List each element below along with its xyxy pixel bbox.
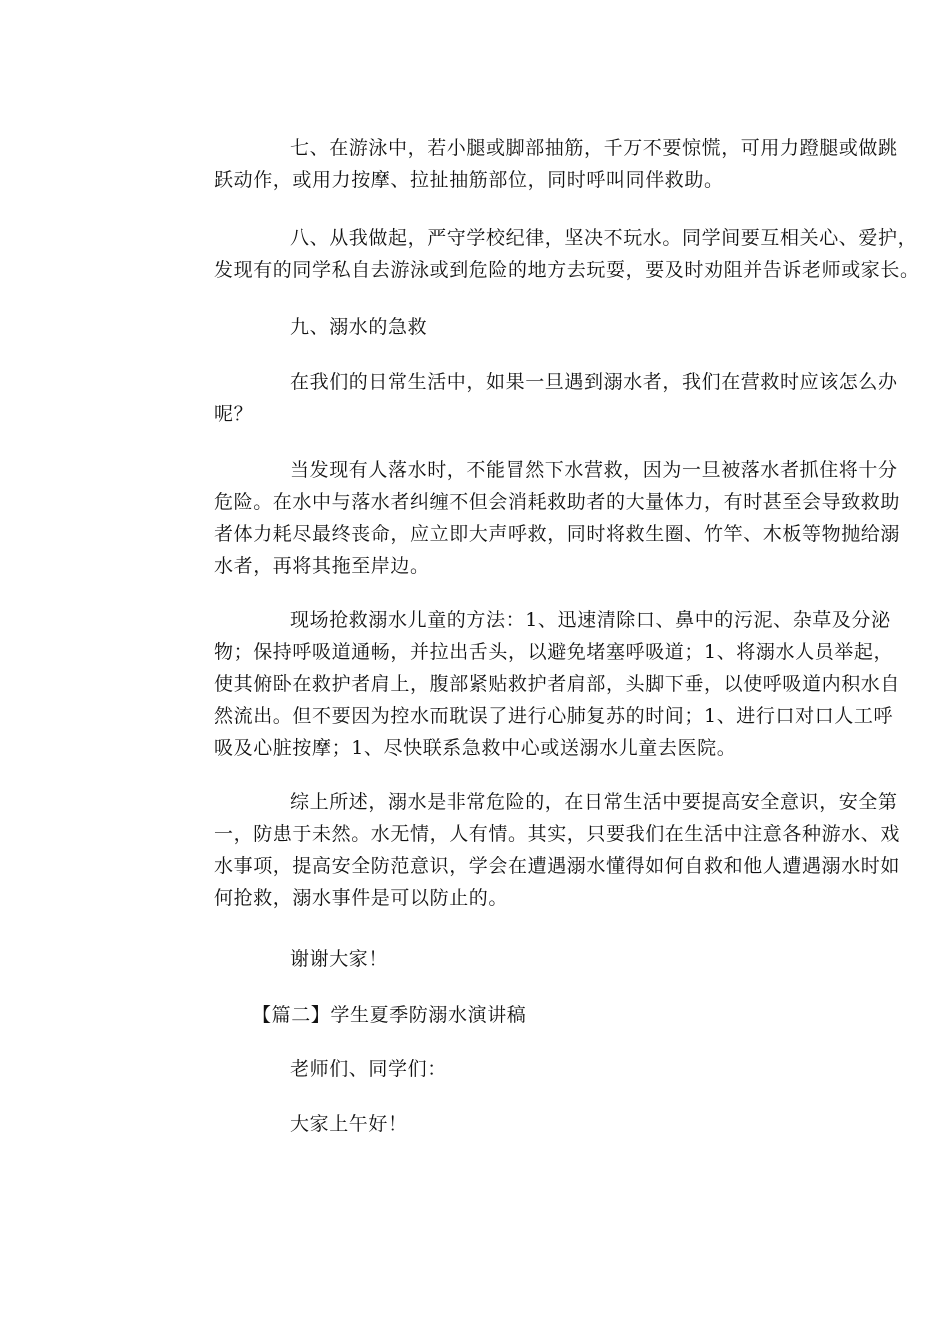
paragraph-thanks bbox=[138, 943, 828, 975]
text-line: 者体力耗尽最终丧命，应立即大声呼救，同时将救生圈、竹竿、木板等物抛给溺 bbox=[214, 523, 901, 545]
text-line: 大家上午好！ bbox=[290, 1113, 408, 1135]
paragraph-greeting bbox=[138, 1108, 828, 1140]
text-line: 谢谢大家！ bbox=[290, 948, 389, 970]
text-line: 何抢救，溺水事件是可以防止的。 bbox=[214, 887, 509, 909]
text-line: 呢？ bbox=[214, 403, 254, 425]
text-line: 然流出。但不要因为控水而耽误了进行心肺复苏的时间；1、进行口对口人工呼 bbox=[214, 705, 894, 727]
text-line: 八、从我做起，严守学校纪律，坚决不玩水。同学间要互相关心、爱护， bbox=[290, 227, 918, 249]
text-line: 危险。在水中与落水者纠缠不但会消耗救助者的大量体力，有时甚至会导致救助 bbox=[214, 491, 901, 513]
text-line: 在我们的日常生活中，如果一旦遇到溺水者，我们在营救时应该怎么办 bbox=[290, 371, 898, 393]
text-line: 九、溺水的急救 bbox=[290, 316, 428, 338]
paragraph-question bbox=[138, 366, 898, 430]
text-line: 七、在游泳中，若小腿或脚部抽筋，千万不要惊慌，可用力蹬腿或做跳 bbox=[290, 137, 898, 159]
paragraph-first-aid-method bbox=[138, 604, 901, 764]
paragraph-greeting-address bbox=[138, 1053, 828, 1085]
text-line: 水事项，提高安全防范意识，学会在遭遇溺水懂得如何自救和他人遭遇溺水时如 bbox=[214, 855, 901, 877]
paragraph-summary bbox=[138, 786, 901, 914]
text-line: 老师们、同学们： bbox=[290, 1058, 447, 1080]
paragraph-nine-heading bbox=[138, 311, 828, 343]
text-line: 一，防患于未然。水无情，人有情。其实，只要我们在生活中注意各种游水、戏 bbox=[214, 823, 901, 845]
text-line: 综上所述，溺水是非常危险的，在日常生活中要提高安全意识，安全第 bbox=[290, 791, 898, 813]
text-line: 现场抢救溺水儿童的方法：1、迅速清除口、鼻中的污泥、杂草及分泌 bbox=[290, 609, 891, 631]
text-line: 物；保持呼吸道通畅，并拉出舌头，以避免堵塞呼吸道；1、将溺水人员举起， bbox=[214, 641, 894, 663]
text-line: 发现有的同学私自去游泳或到危险的地方去玩耍，要及时劝阻并告诉老师或家长。 bbox=[214, 259, 920, 281]
paragraph-seven bbox=[138, 132, 898, 196]
text-line: 跃动作，或用力按摩、拉扯抽筋部位，同时呼叫同伴救助。 bbox=[214, 169, 724, 191]
text-line: 吸及心脏按摩；1、尽快联系急救中心或送溺水儿童去医院。 bbox=[214, 737, 737, 759]
paragraph-eight bbox=[138, 222, 920, 286]
text-line: 使其俯卧在救护者肩上，腹部紧贴救护者肩部，头脚下垂，以使呼吸道内积水自 bbox=[214, 673, 901, 695]
text-line: 水者，再将其拖至岸边。 bbox=[214, 555, 430, 577]
text-line: 【篇二】学生夏季防溺水演讲稿 bbox=[252, 1004, 527, 1026]
section-heading bbox=[138, 999, 828, 1031]
paragraph-rescue-advice bbox=[138, 454, 901, 582]
text-line: 当发现有人落水时，不能冒然下水营救，因为一旦被落水者抓住将十分 bbox=[290, 459, 898, 481]
